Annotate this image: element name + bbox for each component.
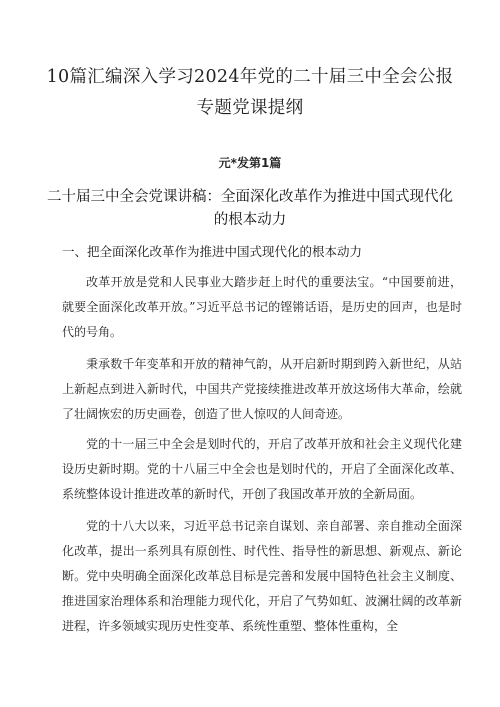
section-heading: 一、把全面深化改革作为推进中国式现代化的根本动力 bbox=[62, 244, 363, 259]
section-label: 元*发第1篇 bbox=[218, 156, 282, 170]
document-title: 10篇汇编深入学习2024年党的二十届三中全会公报专题党课提纲 bbox=[46, 67, 454, 118]
paragraph: 改革开放是党和人民事业大踏步赶上时代的重要法宝。“中国要前进，就要全面深化改革开放。”习近平总书记的铿锵话语，是历史的回声，也是时代的号角。 bbox=[62, 275, 462, 339]
article-title: 二十届三中全会党课讲稿：全面深化改革作为推进中国式现代化的根本动力 bbox=[47, 189, 453, 228]
paragraph: 党的十八大以来，习近平总书记亲自谋划、亲自部署、亲自推动全面深化改革，提出一系列具有原创性、时代性、指导性的新思想、新观点、新论断。党中央明确全面深化改革总目标是完善和发展中国特色社会主义制度、推进国家治理体系和治理能力现代化，开启了气势如虹、波澜壮阔的改革新进程，许多领域实现历史性变革、系统性重塑、整体性重构，全 bbox=[62, 519, 462, 633]
paragraph: 党的十一届三中全会是划时代的，开启了改革开放和社会主义现代化建设历史新时期。党的十八届三中全会也是划时代的，开启了全面深化改革、系统整体设计推进改革的新时代，开创了我国改革开放的全新局面。 bbox=[62, 437, 462, 501]
paragraph: 秉承数千年变革和开放的精神气韵，从开启新时期到跨入新世纪，从站上新起点到进入新时代，中国共产党接续推进改革开放这场伟大革命，绘就了壮阔恢宏的历史画卷，创造了世人惊叹的人间奇迹。 bbox=[62, 357, 462, 421]
